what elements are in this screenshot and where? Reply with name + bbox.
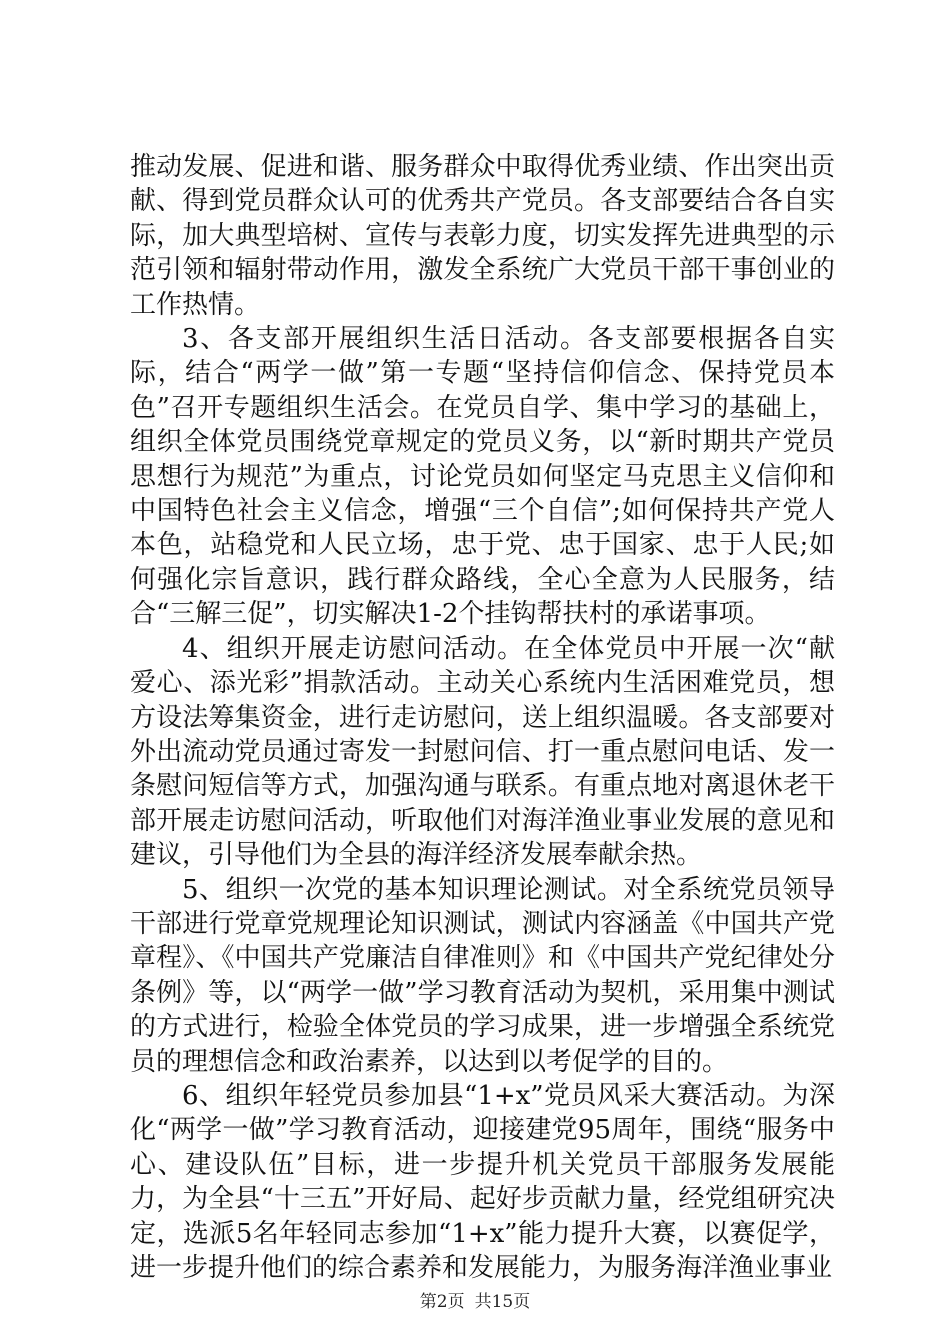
paragraph-item-3: 3、各支部开展组织生活日活动。各支部要根据各自实际，结合“两学一做”第一专题“坚持信仰信念、保持党员本色”召开专题组织生活会。在党员自学、集中学习的基础上，组织全体党员围绕党章规定的党员义务，以“新时期共产党员思想行为规范”为重点，讨论党员如何坚定马克思主义信仰和中国特色社会主义信念，增强“三个自信”;如何保持共产党人本色，站稳党和人民立场，忠于党、忠于国家、忠于人民;如何强化宗旨意识，践行群众路线，全心全意为人民服务，结合“三解三促”，切实解决1-2个挂钩帮扶村的承诺事项。 (130, 324, 835, 630)
page-footer (0, 1287, 950, 1312)
body-text (130, 150, 835, 1285)
paragraph-item-5: 5、组织一次党的基本知识理论测试。对全系统党员领导干部进行党章党规理论知识测试，测试内容涵盖《中国共产党章程》、《中国共产党廉洁自律准则》和《中国共产党纪律处分条例》等，以“两学一做”学习教育活动为契机，采用集中测试的方式进行，检验全体党员的学习成果，进一步增强全系统党员的理想信念和政治素养，以达到以考促学的目的。 (130, 874, 835, 1077)
paragraph-continuation: 推动发展、促进和谐、服务群众中取得优秀业绩、作出突出贡献、得到党员群众认可的优秀共产党员。各支部要结合各自实际，加大典型培树、宣传与表彰力度，切实发挥先进典型的示范引领和辐射带动作用，激发全系统广大党员干部干事创业的工作热情。 (130, 152, 835, 320)
paragraph-item-6: 6、组织年轻党员参加县“1+x”党员风采大赛活动。为深化“两学一做”学习教育活动，迎接建党95周年，围绕“服务中心、建设队伍”目标，进一步提升机关党员干部服务发展能力，为全县“十三五”开好局、起好步贡献力量，经党组研究决定，选派5名年轻同志参加“1+x”能力提升大赛，以赛促学，进一步提升他们的综合素养和发展能力，为服务海洋渔业事业 (130, 1080, 835, 1283)
page-number: 第2页 (419, 1292, 465, 1312)
page-total: 共15页 (474, 1292, 531, 1312)
paragraph-item-4: 4、组织开展走访慰问活动。在全体党员中开展一次“献爱心、添光彩”捐款活动。主动关心系统内生活困难党员，想方设法筹集资金，进行走访慰问，送上组织温暖。各支部要对外出流动党员通过寄发一封慰问信、打一重点慰问电话、发一条慰问短信等方式，加强沟通与联系。有重点地对离退休老干部开展走访慰问活动，听取他们对海洋渔业事业发展的意见和建议，引导他们为全县的海洋经济发展奉献余热。 (130, 633, 835, 871)
